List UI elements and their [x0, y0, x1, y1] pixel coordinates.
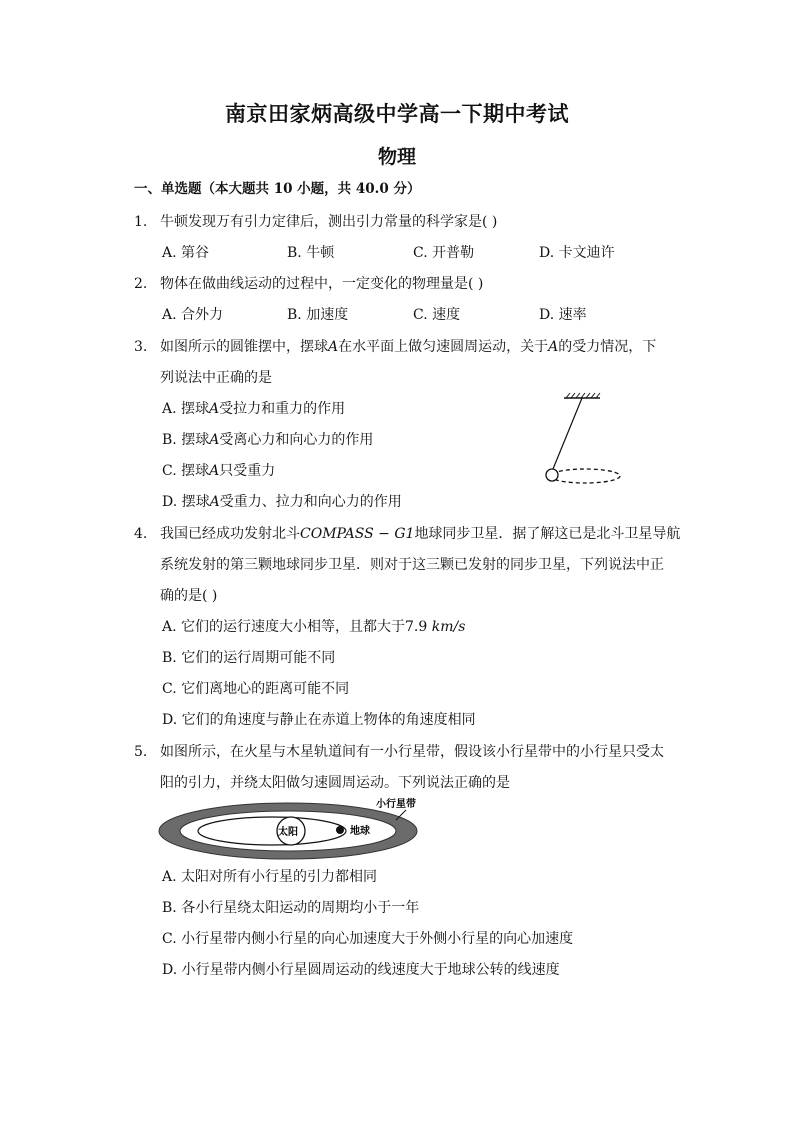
option-prefix: A. 摆球 — [162, 401, 210, 417]
question-2-option-d: D. 速率 — [539, 307, 587, 323]
question-4-text-line2: 系统发射的第三颗地球同步卫星．则对于这三颗已发射的同步卫星，下列说法中正 — [160, 557, 664, 573]
variable-a: A — [209, 494, 220, 510]
question-2-option-b: B. 加速度 — [287, 307, 349, 323]
option-text: 受拉力和重力的作用 — [219, 401, 346, 417]
circular-path — [550, 469, 620, 483]
question-5-option-d: D. 小行星带内侧小行星圆周运动的线速度大于地球公转的线速度 — [162, 962, 560, 978]
question-3-number: 3. — [134, 339, 148, 355]
question-5-option-a: A. 太阳对所有小行星的引力都相同 — [162, 869, 378, 885]
question-5-option-b: B. 各小行星绕太阳运动的周期均小于一年 — [162, 900, 420, 916]
question-5-text-line2: 阳的引力，并绕太阳做匀速圆周运动。下列说法正确的是 — [160, 775, 510, 791]
question-5-number: 5. — [134, 744, 148, 760]
question-1-option-a: A. 第谷 — [162, 245, 210, 261]
question-2-text: 物体在做曲线运动的过程中，一定变化的物理量是( ) — [160, 276, 484, 292]
question-3-text-line2: 列说法中正确的是 — [160, 370, 272, 386]
question-2-option-c: C. 速度 — [413, 307, 461, 323]
text-segment: 的受力情况，下 — [558, 339, 657, 355]
exam-title: 南京田家炳高级中学高一下期中考试 — [225, 101, 569, 126]
option-text: A. 它们的运行速度大小相等，且都大于7.9 — [162, 619, 432, 635]
pendulum-string — [553, 398, 582, 469]
question-2-number: 2. — [134, 276, 148, 292]
question-2-option-a: A. 合外力 — [162, 307, 224, 323]
option-text: 受重力、拉力和向心力的作用 — [219, 494, 402, 510]
asteroid-belt-figure — [158, 796, 428, 862]
question-1-number: 1. — [134, 214, 148, 230]
option-text: 受离心力和向心力的作用 — [219, 432, 374, 448]
satellite-name: COMPASS − G1 — [300, 526, 415, 542]
exam-subject: 物理 — [377, 146, 416, 168]
question-3-option-c — [162, 461, 275, 481]
text-segment: 如图所示的圆锥摆中，摆球 — [160, 339, 328, 355]
question-1-text: 牛顿发现万有引力定律后，测出引力常量的科学家是( ) — [160, 214, 498, 230]
conical-pendulum-figure — [540, 392, 630, 492]
option-prefix: D. 摆球 — [162, 494, 210, 510]
belt-label: 小行星带 — [376, 799, 416, 810]
question-3-option-d — [162, 492, 402, 512]
option-prefix: C. 摆球 — [162, 463, 210, 479]
question-4-option-b: B. 它们的运行周期可能不同 — [162, 650, 336, 666]
question-4-text-line1 — [160, 524, 680, 544]
question-3-option-a — [162, 399, 345, 419]
section-heading: 一、单选题（本大题共 10 小题，共 40.0 分） — [134, 181, 421, 197]
unit: km/s — [431, 619, 466, 635]
question-1-option-c: C. 开普勒 — [413, 245, 475, 261]
question-4-option-d: D. 它们的角速度与静止在赤道上物体的角速度相同 — [162, 712, 476, 728]
earth-orbit — [198, 817, 346, 845]
question-1-option-b: B. 牛顿 — [287, 245, 335, 261]
question-4-number: 4. — [134, 526, 148, 542]
ceiling-hatch — [566, 393, 600, 398]
variable-a: A — [548, 339, 559, 355]
sun-label: 太阳 — [278, 827, 298, 838]
pendulum-ball — [546, 469, 558, 481]
question-1-option-d: D. 卡文迪许 — [539, 245, 615, 261]
earth-label: 地球 — [350, 826, 370, 837]
question-4-option-a — [162, 617, 465, 637]
question-3-text-line1 — [160, 337, 656, 357]
question-5-option-c: C. 小行星带内侧小行星的向心加速度大于外侧小行星的向心加速度 — [162, 931, 574, 947]
question-3-option-b — [162, 430, 373, 450]
variable-a: A — [328, 339, 339, 355]
question-4-text-line3: 确的是( ) — [160, 588, 218, 604]
option-prefix: B. 摆球 — [162, 432, 210, 448]
text-segment: 我国已经成功发射北斗 — [160, 526, 300, 542]
question-5-text-line1: 如图所示，在火星与木星轨道间有一小行星带，假设该小行星带中的小行星只受太 — [160, 744, 664, 760]
text-segment: 地球同步卫星．据了解这已是北斗卫星导航 — [414, 526, 681, 542]
variable-a: A — [209, 463, 220, 479]
earth-dot — [336, 826, 344, 834]
option-text: 只受重力 — [219, 463, 276, 479]
question-4-option-c: C. 它们离地心的距离可能不同 — [162, 681, 350, 697]
variable-a: A — [209, 401, 220, 417]
text-segment: 在水平面上做匀速圆周运动，关于 — [338, 339, 549, 355]
variable-a: A — [209, 432, 220, 448]
